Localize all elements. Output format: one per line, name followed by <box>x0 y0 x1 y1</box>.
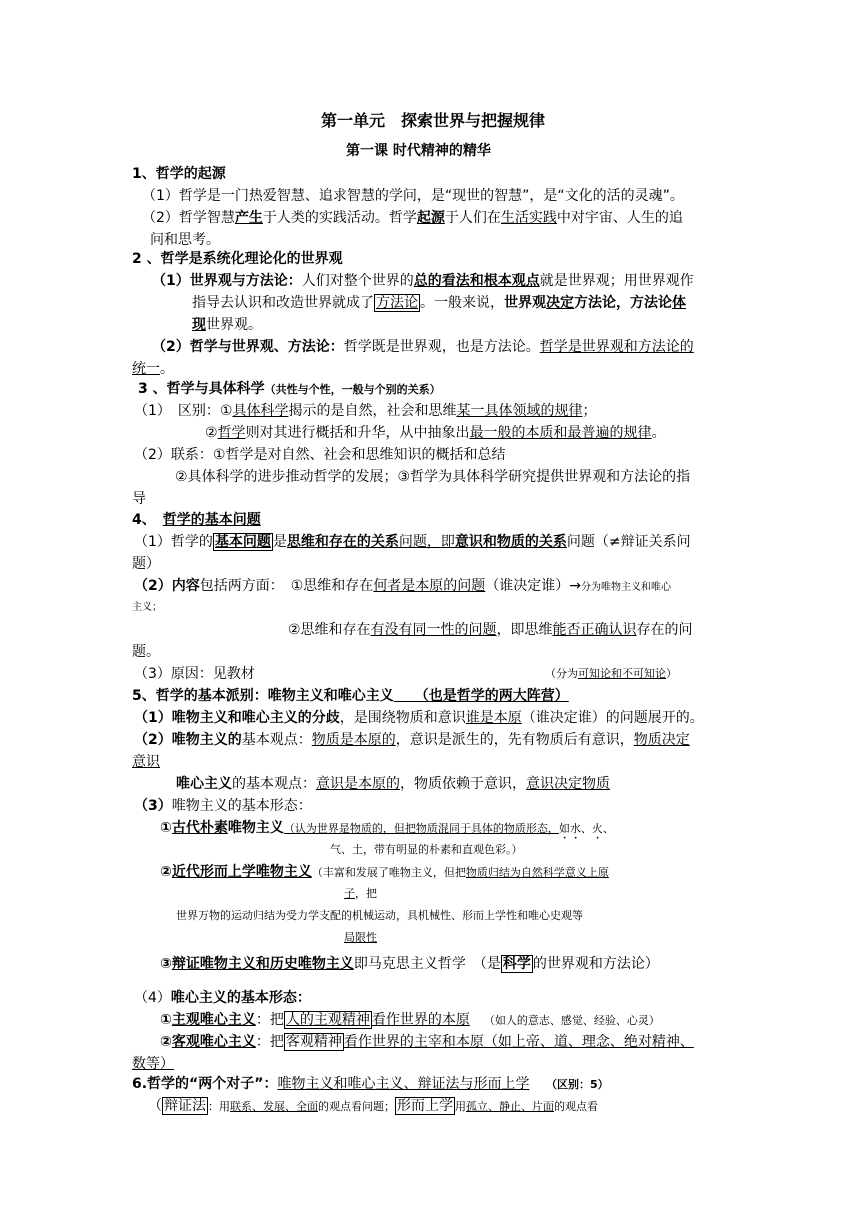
s3-line-1: （1） 区别：①具体科学揭示的是自然，社会和思维某一具体领域的规律； <box>134 403 597 419</box>
s1-para-1: （1）哲学是一门热爱智慧、追求智慧的学问，是“现世的智慧”，是“文化的活的灵魂”。 <box>142 188 684 204</box>
s4-line-6: 题。 <box>132 644 160 660</box>
section-4-heading: 4、 哲学的基本问题 <box>132 512 261 528</box>
s6-line-1: （ 辩证法 ：用联系、发展、全面的观点看问题； 形而上学 用孤立、静止、片面的观点看 <box>148 1098 598 1114</box>
s4-line-7-right: （分为可知论和不可知论） <box>545 667 677 680</box>
section-2-heading: 2 、哲学是系统化理论化的世界观 <box>132 251 343 267</box>
s4-line-4: 主义； <box>132 602 162 613</box>
s5-line-15: ②客观唯心主义：把 客观精神 看作世界的主宰和本原（如上帝、道、理念、绝对精神、 <box>160 1034 694 1050</box>
s5-line-14: ①主观唯心主义：把 人的主观精神 看作世界的本原 （如人的意志、感觉、经验、心灵） <box>160 1012 660 1028</box>
s4-line-5: ②思维和存在有没有同一性的问题，即思维能否正确认识存在的问 <box>288 622 693 638</box>
s5-line-12: ③辩证唯物主义和历史唯物主义即马克思主义哲学 （是 科学 的世界观和方法论） <box>160 956 659 972</box>
section-3-heading: 3 、哲学与具体科学（共性与个性，一般与个别的关系） <box>138 381 441 397</box>
s5-line-3: 意识 <box>132 754 160 770</box>
section-6-heading: 6.哲学的“两个对子”：唯物主义和唯心主义、辩证法与形而上学 （区别：5） <box>132 1076 609 1092</box>
s5-line-13: （4）唯心主义的基本形态： <box>134 990 311 1006</box>
s5-line-10: 世界万物的运动归结为受力学支配的机械运动，具机械性、形而上学性和唯心史观等 <box>176 909 583 922</box>
s5-line-8: ②近代形而上学唯物主义（丰富和发展了唯物主义，但把物质归结为自然科学意义上原 <box>160 864 609 880</box>
s5-line-6: ①古代朴素唯物主义（认为世界是物质的，但把物质混同于具体的物质形态，如水、火、 <box>160 820 614 836</box>
s5-line-4: 唯心主义的基本观点：意识是本原的，物质依赖于意识，意识决定物质 <box>176 776 610 792</box>
s4-line-3: （2）内容包括两方面： ①思维和存在何者是本原的问题（谁决定谁）→分为唯物主义和唯心 <box>134 578 672 594</box>
lesson-title: 第一课 时代精神的精华 <box>346 143 491 159</box>
s5-line-16: 数等） <box>132 1056 174 1072</box>
s5-line-2: （2）唯物主义的基本观点：物质是本原的，意识是派生的，先有物质后有意识，物质决定 <box>134 732 690 748</box>
s2-line-4: （2）哲学与世界观、方法论：哲学既是世界观，也是方法论。哲学是世界观和方法论的 <box>152 339 694 355</box>
s3-line-5: 导 <box>132 491 146 507</box>
s2-line-1: （1）世界观与方法论：人们对整个世界的总的看法和根本观点就是世界观；用世界观作 <box>152 273 694 289</box>
s2-line-2: 指导去认识和改造世界就成了 方法论 。一般来说，世界观决定方法论，方法论体 <box>192 295 686 311</box>
s5-line-9: 子，把 <box>344 887 377 900</box>
s5-line-1: （1）唯物主义和唯心主义的分歧，是围绕物质和意识谁是本原（谁决定谁）的问题展开的。 <box>134 710 704 726</box>
s3-line-2: ②哲学则对其进行概括和升华，从中抽象出最一般的本质和最普遍的规律。 <box>205 425 666 441</box>
s4-line-1: （1）哲学的 基本问题 是思维和存在的关系问题，即意识和物质的关系问题（≠辩证关系问 <box>134 534 691 550</box>
s4-line-2: 题） <box>132 556 160 572</box>
s2-line-5: 统一。 <box>132 361 174 377</box>
section-5-heading: 5、哲学的基本派别：唯物主义和唯心主义 （也是哲学的两大阵营） <box>132 688 569 704</box>
section-1-heading: 1、哲学的起源 <box>132 166 226 182</box>
s5-line-5: （3）唯物主义的基本形态： <box>134 798 312 814</box>
s1-para-2: （2）哲学智慧产生于人类的实践活动。哲学起源于人们在生活实践中对宇宙、人生的追 <box>142 210 683 226</box>
unit-title: 第一单元 探索世界与把握规律 <box>321 111 546 130</box>
s5-line-11: 局限性 <box>344 931 377 944</box>
s4-line-7-left: （3）原因：见教材 <box>134 666 255 682</box>
s5-line-7: 气、土，带有明显的朴素和直观色彩。） <box>330 843 523 856</box>
s2-line-3: 现世界观。 <box>192 317 262 333</box>
s1-para-2-cont: 问和思考。 <box>150 232 220 248</box>
s3-line-3: （2）联系：①哲学是对自然、社会和思维知识的概括和总结 <box>134 447 506 463</box>
s3-line-4: ②具体科学的进步推动哲学的发展；③哲学为具体科学研究提供世界观和方法论的指 <box>175 469 691 485</box>
